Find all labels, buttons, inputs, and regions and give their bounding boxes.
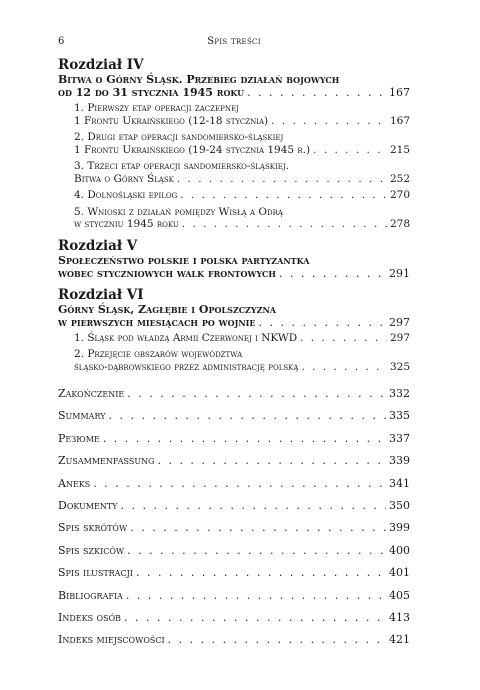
entry-line: 1. Śląsk pod władzą Armii Czerwonej i NKWD <box>74 331 298 344</box>
entry-label: Zusammenfassung <box>58 454 155 468</box>
chapter-title-entry[interactable] <box>58 303 410 329</box>
entry-line: Górny Śląsk, Zagłębie i Opolszczyzna <box>58 302 276 316</box>
page-ref: 399 <box>389 521 410 535</box>
leader-dots <box>300 332 387 345</box>
page-ref: 413 <box>389 610 410 624</box>
section-entry[interactable] <box>58 131 410 156</box>
entry-line: 3. Trzeci etap operacji sandomiersko-śląskiej. <box>74 160 290 172</box>
leader-dots <box>127 387 386 400</box>
toc-entry-russian-summary[interactable] <box>58 432 410 445</box>
toc-entry-bibliography[interactable] <box>58 589 410 602</box>
section-entry[interactable] <box>58 102 410 127</box>
entry-line: w pierwszych miesiącach po wojnie <box>58 315 256 329</box>
entry-label: Dokumenty <box>58 498 118 512</box>
entry-line: 2. Drugi etap operacji sandomiersko-śląskiej <box>74 131 284 143</box>
leader-dots <box>136 566 386 579</box>
leader-dots <box>271 115 387 128</box>
page-number: 6 <box>58 36 65 47</box>
entry-line: 1 Frontu Ukraińskiego (19-24 stycznia 1945 r.) <box>74 143 311 156</box>
page-ref: 278 <box>389 218 410 230</box>
leader-dots <box>103 432 386 445</box>
page-ref: 341 <box>389 476 410 490</box>
chapter-label: Rozdział VI <box>58 286 144 303</box>
leader-dots <box>313 144 387 157</box>
entry-line: 2. Przejęcie obszarów województwa <box>74 348 243 360</box>
entry-line: Społeczeństwo polskie i polska partyzantka <box>58 253 310 267</box>
page-ref: 167 <box>389 86 410 99</box>
section-entry[interactable] <box>58 206 410 231</box>
leader-dots <box>120 499 386 512</box>
leader-dots <box>109 409 387 422</box>
page-ref: 332 <box>389 387 410 400</box>
entry-label: Spis ilustracji <box>58 566 133 580</box>
leader-dots <box>124 611 386 624</box>
page-header <box>58 36 410 50</box>
chapter-title-entry[interactable] <box>58 73 410 99</box>
entry-label: Bibliografia <box>58 588 123 602</box>
toc-entry-german-summary[interactable] <box>58 454 410 467</box>
entry-label: Zakończenie <box>58 387 125 400</box>
leader-dots <box>259 316 386 329</box>
entry-label: Indeks miejscowości <box>58 633 165 647</box>
section-entry[interactable] <box>58 189 410 202</box>
page-ref: 401 <box>389 566 410 580</box>
page-ref: 335 <box>389 409 410 423</box>
leader-dots <box>93 477 386 490</box>
running-title: Spis treści <box>207 36 261 47</box>
entry-line: wobec styczniowych walk frontowych <box>58 266 276 280</box>
leader-dots <box>180 189 387 202</box>
entry-label: Aneks <box>58 476 91 490</box>
leader-dots <box>127 544 386 557</box>
toc-entry-index-persons[interactable] <box>58 611 410 624</box>
section-entry[interactable] <box>58 348 410 373</box>
page-ref: 215 <box>389 143 410 156</box>
entry-line: Bitwa o Górny Śląsk <box>74 172 174 185</box>
page-ref: 291 <box>389 266 410 280</box>
page-ref: 325 <box>389 360 410 373</box>
leader-dots <box>126 589 386 602</box>
toc-entry-summary[interactable] <box>58 409 410 422</box>
page-ref: 337 <box>389 431 410 445</box>
toc-entry-abbreviations[interactable] <box>58 521 410 534</box>
entry-line: 1 Frontu Ukraińskiego (12-18 stycznia) <box>74 114 269 127</box>
chapter-label: Rozdział IV <box>58 57 144 73</box>
table-of-contents <box>58 58 410 646</box>
toc-entry-documents[interactable] <box>58 499 410 512</box>
leader-dots <box>177 173 387 186</box>
page-ref: 339 <box>389 454 410 468</box>
entry-line: 4. Dolnośląski epilog <box>74 189 178 201</box>
toc-entry-illustrations[interactable] <box>58 566 410 579</box>
leader-dots <box>182 218 387 231</box>
entry-line: śląsko-dąbrowskiego przez administrację polską <box>74 360 299 373</box>
page-ref: 400 <box>389 543 410 557</box>
page-ref: 405 <box>389 588 410 602</box>
leader-dots <box>168 633 386 646</box>
entry-label: Summary <box>58 409 106 423</box>
chapter-title-entry[interactable] <box>58 254 410 280</box>
toc-entry-sketches[interactable] <box>58 544 410 557</box>
entry-line: 1. Pierwszy etap operacji zaczepnej <box>74 102 239 114</box>
page-ref: 270 <box>389 189 410 201</box>
entry-line: w styczniu 1945 roku <box>74 218 179 230</box>
entry-label: Spis skrótów <box>58 521 128 535</box>
page-ref: 297 <box>389 315 410 329</box>
page-ref: 421 <box>389 633 410 647</box>
toc-entry-index-places[interactable] <box>58 633 410 646</box>
entry-line: od 12 do 31 stycznia 1945 roku <box>58 86 245 99</box>
leader-dots <box>301 361 387 374</box>
toc-entry-annex[interactable] <box>58 477 410 490</box>
leader-dots <box>130 521 386 534</box>
leader-dots <box>247 86 386 99</box>
toc-entry-conclusion[interactable] <box>58 387 410 400</box>
page-ref: 252 <box>389 172 410 185</box>
page-ref: 297 <box>389 331 410 344</box>
entry-label: Indeks osób <box>58 610 122 624</box>
entry-label: Резюме <box>58 431 100 445</box>
section-entry[interactable] <box>58 160 410 185</box>
entry-line: 5. Wnioski z działań pomiędzy Wisłą a Odrą <box>74 205 283 218</box>
leader-dots <box>279 267 386 280</box>
entry-line: Bitwa o Górny Śląsk. Przebieg działań bojowych <box>58 73 340 86</box>
leader-dots <box>157 454 386 467</box>
page-ref: 167 <box>389 114 410 127</box>
entry-label: Spis szkiców <box>58 543 125 557</box>
chapter-label: Rozdział V <box>58 237 138 254</box>
section-entry[interactable] <box>58 332 410 345</box>
page-ref: 350 <box>389 498 410 512</box>
